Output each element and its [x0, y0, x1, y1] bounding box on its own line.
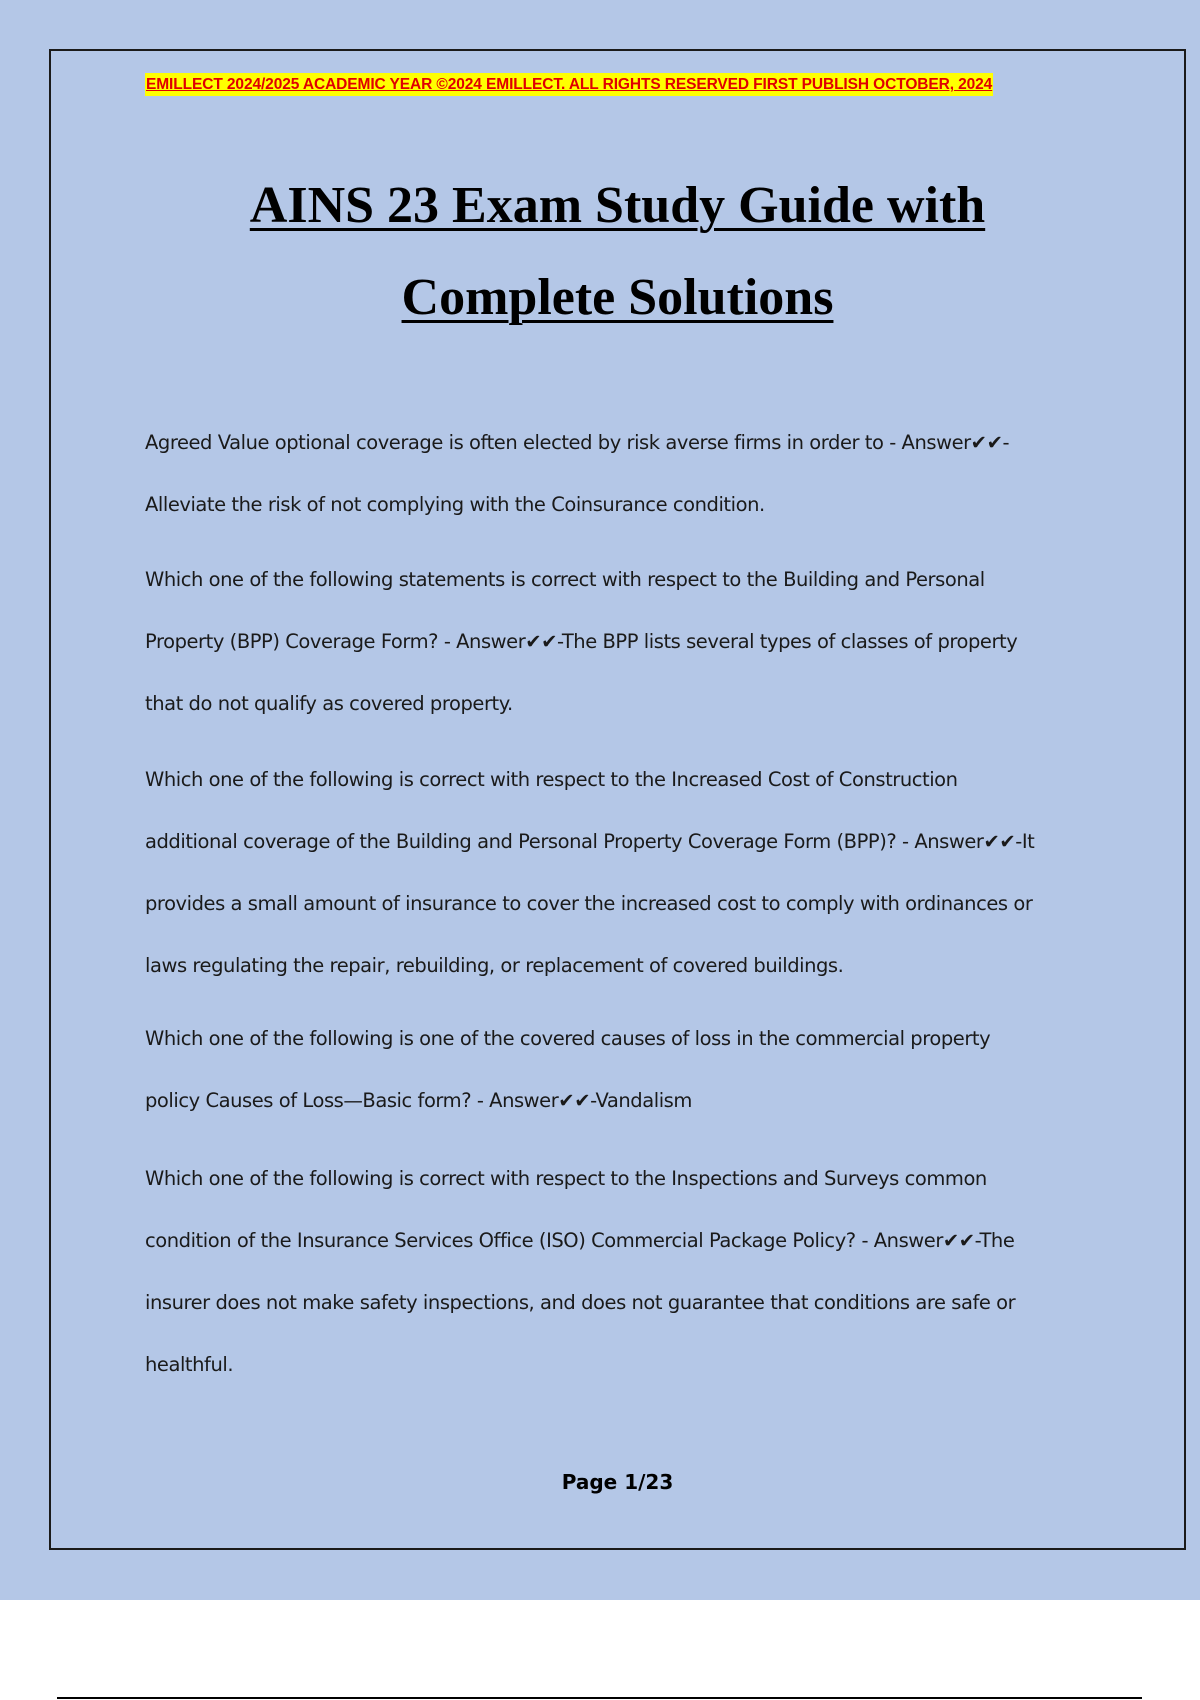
qa-item-4 [145, 1008, 1105, 1132]
qa-line: condition of the Insurance Services Office (ISO) Commercial Package Policy? - Answer✔✔-The [145, 1229, 1015, 1252]
qa-line: insurer does not make safety inspections, and does not guarantee that conditions are safe or [145, 1291, 1016, 1314]
footer-divider [57, 1697, 1142, 1699]
qa-item-5 [145, 1148, 1105, 1396]
qa-item-1 [145, 412, 1105, 536]
copyright-banner: EMILLECT 2024/2025 ACADEMIC YEAR ©2024 EMILLECT. ALL RIGHTS RESERVED FIRST PUBLISH OCTOBER, 2024 [145, 73, 993, 96]
qa-line: Which one of the following is one of the covered causes of loss in the commercial property [145, 1027, 991, 1050]
document-title [60, 160, 1175, 344]
qa-line: that do not qualify as covered property. [145, 692, 513, 715]
qa-line: provides a small amount of insurance to cover the increased cost to comply with ordinances or [145, 892, 1033, 915]
qa-item-2 [145, 549, 1105, 735]
qa-line: policy Causes of Loss—Basic form? - Answer✔✔-Vandalism [145, 1089, 692, 1112]
qa-line: Agreed Value optional coverage is often elected by risk averse firms in order to - Answer✔✔- [145, 431, 1010, 454]
qa-line: Property (BPP) Coverage Form? - Answer✔✔-The BPP lists several types of classes of property [145, 630, 1018, 653]
qa-line: laws regulating the repair, rebuilding, or replacement of covered buildings. [145, 954, 844, 977]
qa-line: healthful. [145, 1353, 234, 1376]
qa-line: additional coverage of the Building and Personal Property Coverage Form (BPP)? - Answer✔✔-It [145, 830, 1035, 853]
title-line-2: Complete Solutions [401, 269, 834, 326]
qa-item-3 [145, 749, 1105, 997]
qa-line: Which one of the following is correct with respect to the Inspections and Surveys common [145, 1167, 987, 1190]
title-line-1: AINS 23 Exam Study Guide with [249, 177, 986, 234]
qa-line: Which one of the following is correct with respect to the Increased Cost of Construction [145, 768, 958, 791]
qa-line: Which one of the following statements is correct with respect to the Building and Personal [145, 568, 985, 591]
qa-line: Alleviate the risk of not complying with the Coinsurance condition. [145, 493, 765, 516]
page-number: Page 1/23 [561, 1470, 674, 1494]
